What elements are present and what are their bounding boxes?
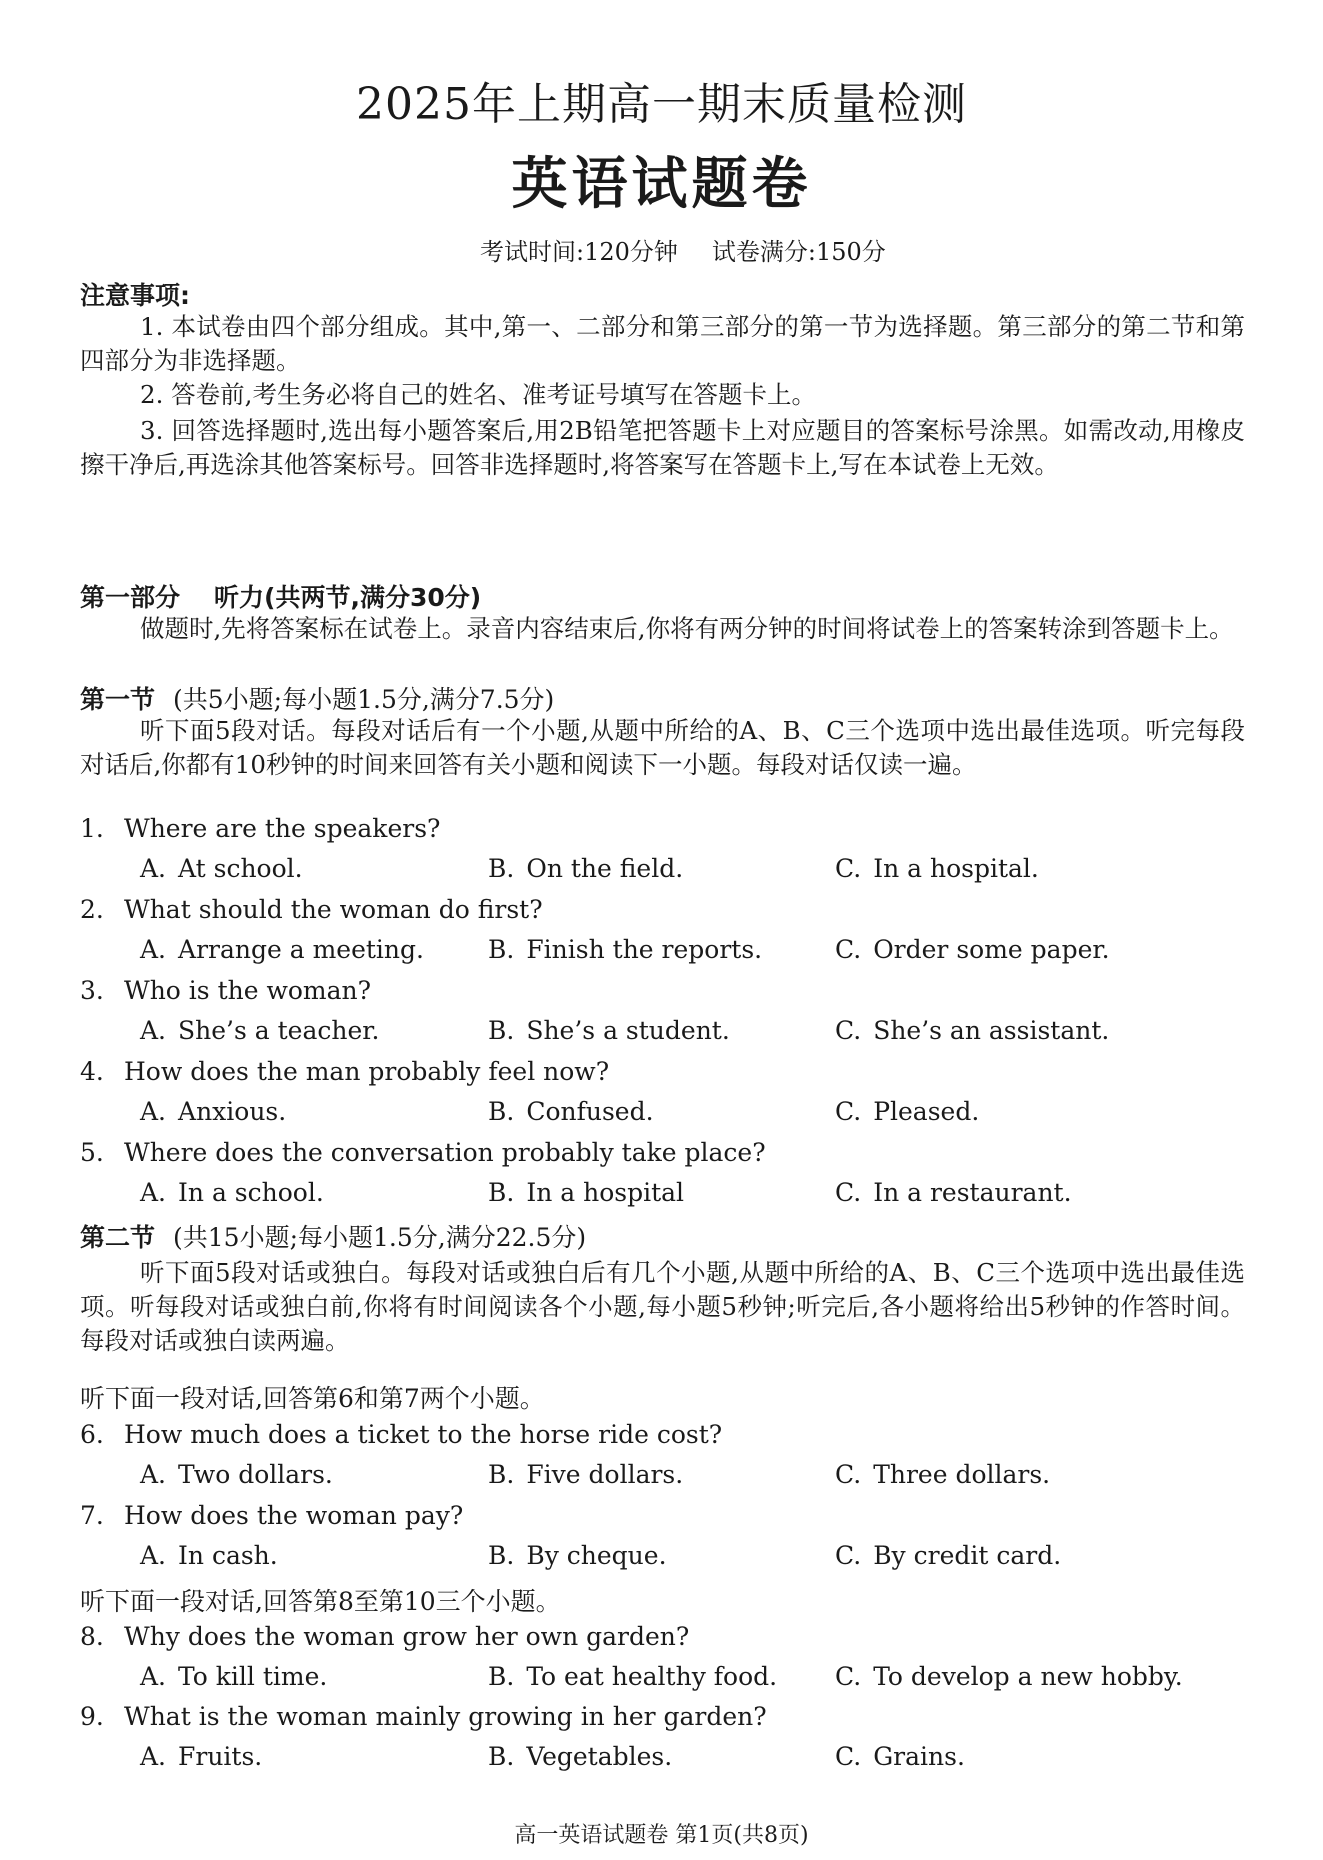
section1-heading — [80, 680, 554, 716]
question-text: Who is the woman? — [124, 976, 372, 1005]
option-a: A. To kill time. — [140, 1662, 328, 1691]
question-text: How does the woman pay? — [124, 1501, 464, 1530]
exam-title: 2025年上期高一期末质量检测 — [356, 79, 967, 130]
part1-title: 听力(共两节,满分30分) — [214, 583, 482, 612]
section2-label: 第二节 — [80, 1223, 156, 1252]
question-options — [140, 935, 1260, 971]
question-options — [140, 1662, 1260, 1698]
option-b: B. Finish the reports. — [488, 935, 763, 964]
question-text: What is the woman mainly growing in her garden? — [124, 1702, 767, 1731]
question-text: Where are the speakers? — [124, 814, 441, 843]
page-footer: 高一英语试题卷 第1页(共8页) — [514, 1823, 809, 1848]
question-text: What should the woman do first? — [124, 895, 543, 924]
note-item: 1. 本试卷由四个部分组成。其中,第一、二部分和第三部分的第一节为选择题。第三部分的第二节和第四部分为非选择题。 — [80, 312, 1245, 375]
question-options — [140, 1742, 1260, 1778]
question — [80, 976, 371, 1005]
option-a: A. She’s a teacher. — [140, 1016, 380, 1045]
section1-label: 第一节 — [80, 685, 156, 714]
option-c: C. Grains. — [835, 1742, 965, 1771]
question-text: How does the man probably feel now? — [124, 1057, 610, 1086]
dialogue-intro: 听下面一段对话,回答第6和第7两个小题。 — [80, 1384, 545, 1413]
option-b: B. Vegetables. — [488, 1742, 673, 1771]
exam-time-score — [480, 232, 886, 267]
option-c: C. By credit card. — [835, 1541, 1062, 1570]
option-a: A. In cash. — [140, 1541, 278, 1570]
question — [80, 1702, 767, 1731]
question — [80, 1420, 722, 1449]
question — [80, 1057, 609, 1086]
question-number: 4. — [80, 1057, 104, 1086]
option-b: B. She’s a student. — [488, 1016, 730, 1045]
question-number: 7. — [80, 1501, 104, 1530]
exam-score: 试卷满分:150分 — [711, 238, 886, 266]
question-number: 8. — [80, 1622, 104, 1651]
option-a: A. Anxious. — [140, 1097, 287, 1126]
question-options — [140, 854, 1260, 890]
question-options — [140, 1541, 1260, 1577]
question-text: How much does a ticket to the horse ride cost? — [124, 1420, 723, 1449]
option-b: B. In a hospital — [488, 1178, 685, 1207]
question-text: Why does the woman grow her own garden? — [124, 1622, 690, 1651]
option-b: B. By cheque. — [488, 1541, 667, 1570]
part1-label: 第一部分 — [80, 583, 181, 612]
option-a: A. Arrange a meeting. — [140, 935, 424, 964]
option-c: C. Pleased. — [835, 1097, 980, 1126]
option-c: C. To develop a new hobby. — [835, 1662, 1183, 1691]
question — [80, 814, 440, 843]
note-item: 3. 回答选择题时,选出每小题答案后,用2B铅笔把答题卡上对应题目的答案标号涂黑。如需改动,用橡皮擦干净后,再选涂其他答案标号。回答非选择题时,将答案写在答题卡上,写在本试卷上无效。 — [80, 416, 1245, 479]
question — [80, 895, 543, 924]
dialogue-intro: 听下面一段对话,回答第8至第10三个小题。 — [80, 1587, 561, 1616]
question-options — [140, 1016, 1260, 1052]
part1-instructions: 做题时,先将答案标在试卷上。录音内容结束后,你将有两分钟的时间将试卷上的答案转涂到答题卡上。 — [140, 614, 1234, 643]
option-a: A. At school. — [140, 854, 303, 883]
question-options — [140, 1097, 1260, 1133]
question-number: 9. — [80, 1702, 104, 1731]
option-b: B. Five dollars. — [488, 1460, 684, 1489]
question-options — [140, 1178, 1260, 1214]
part1-heading — [80, 578, 481, 614]
question-number: 6. — [80, 1420, 104, 1449]
question-options — [140, 1460, 1260, 1496]
question-number: 3. — [80, 976, 104, 1005]
question — [80, 1138, 766, 1167]
option-a: A. In a school. — [140, 1178, 324, 1207]
option-c: C. In a hospital. — [835, 854, 1039, 883]
option-c: C. She’s an assistant. — [835, 1016, 1110, 1045]
notes-heading: 注意事项: — [80, 281, 190, 310]
section1-instructions: 听下面5段对话。每段对话后有一个小题,从题中所给的A、B、C三个选项中选出最佳选项。听完每段对话后,你都有10秒钟的时间来回答有关小题和阅读下一小题。每段对话仅读一遍。 — [80, 716, 1245, 779]
question-number: 5. — [80, 1138, 104, 1167]
question — [80, 1501, 463, 1530]
option-b: B. On the field. — [488, 854, 684, 883]
question — [80, 1622, 689, 1651]
option-b: B. Confused. — [488, 1097, 654, 1126]
question-text: Where does the conversation probably take place? — [124, 1138, 766, 1167]
question-number: 2. — [80, 895, 104, 924]
section2-heading — [80, 1218, 586, 1254]
option-c: C. In a restaurant. — [835, 1178, 1072, 1207]
option-b: B. To eat healthy food. — [488, 1662, 778, 1691]
option-a: A. Two dollars. — [140, 1460, 333, 1489]
exam-subtitle: 英语试题卷 — [511, 152, 812, 217]
section2-info: (共15小题;每小题1.5分,满分22.5分) — [173, 1223, 587, 1252]
exam-time: 考试时间:120分钟 — [480, 238, 678, 266]
question-number: 1. — [80, 814, 104, 843]
option-a: A. Fruits. — [140, 1742, 263, 1771]
option-c: C. Three dollars. — [835, 1460, 1051, 1489]
section1-info: (共5小题;每小题1.5分,满分7.5分) — [173, 685, 555, 714]
note-item: 2. 答卷前,考生务必将自己的姓名、准考证号填写在答题卡上。 — [140, 380, 816, 409]
option-c: C. Order some paper. — [835, 935, 1110, 964]
section2-instructions: 听下面5段对话或独白。每段对话或独白后有几个小题,从题中所给的A、B、C三个选项中选出最佳选项。听每段对话或独白前,你将有时间阅读各个小题,每小题5秒钟;听完后,各小题将给出5秒钟的作答时间。每段对话或独白读两遍。 — [80, 1258, 1245, 1355]
